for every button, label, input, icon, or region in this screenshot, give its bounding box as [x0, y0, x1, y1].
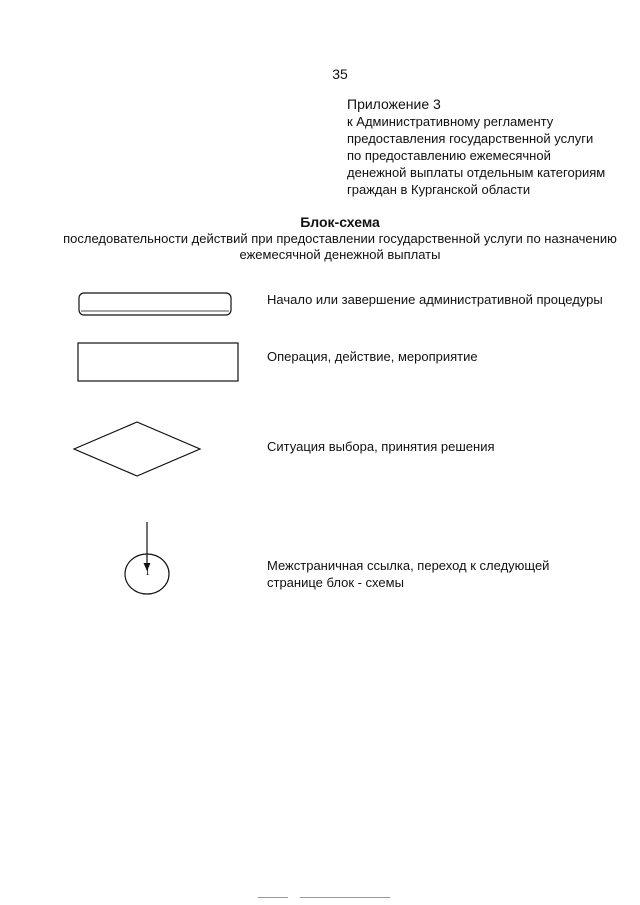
legend-description: Ситуация выбора, принятия решения: [267, 439, 495, 454]
scan-artifact: [258, 897, 288, 898]
annex-line: денежной выплаты отдельным категориям: [347, 165, 606, 180]
diagram-title: Блок-схема: [300, 214, 380, 230]
annex-line: предоставления государственной услуги: [347, 131, 594, 146]
legend-description: Операция, действие, мероприятие: [267, 349, 478, 364]
connector-symbol: [120, 520, 176, 598]
annex-header: [347, 96, 627, 198]
process-symbol: [77, 342, 239, 382]
scan-artifact: [300, 897, 390, 898]
legend-description: Начало или завершение административной процедуры: [267, 292, 603, 307]
annex-line: к Административному регламенту: [347, 114, 554, 129]
connector-label: 1: [145, 567, 150, 578]
terminator-symbol: [78, 292, 232, 316]
diagram-subtitle: последовательности действий при предоставлении государственной услуги по назначению ежемесячной денежной выплаты: [63, 231, 617, 262]
page-number: 35: [332, 66, 348, 82]
annex-line: по предоставлению ежемесячной: [347, 148, 551, 163]
legend-description: Межстраничная ссылка, переход к следующей странице блок - схемы: [267, 558, 550, 590]
annex-title: Приложение 3: [347, 96, 441, 112]
annex-line: граждан в Курганской области: [347, 182, 531, 197]
decision-symbol: [73, 421, 201, 477]
